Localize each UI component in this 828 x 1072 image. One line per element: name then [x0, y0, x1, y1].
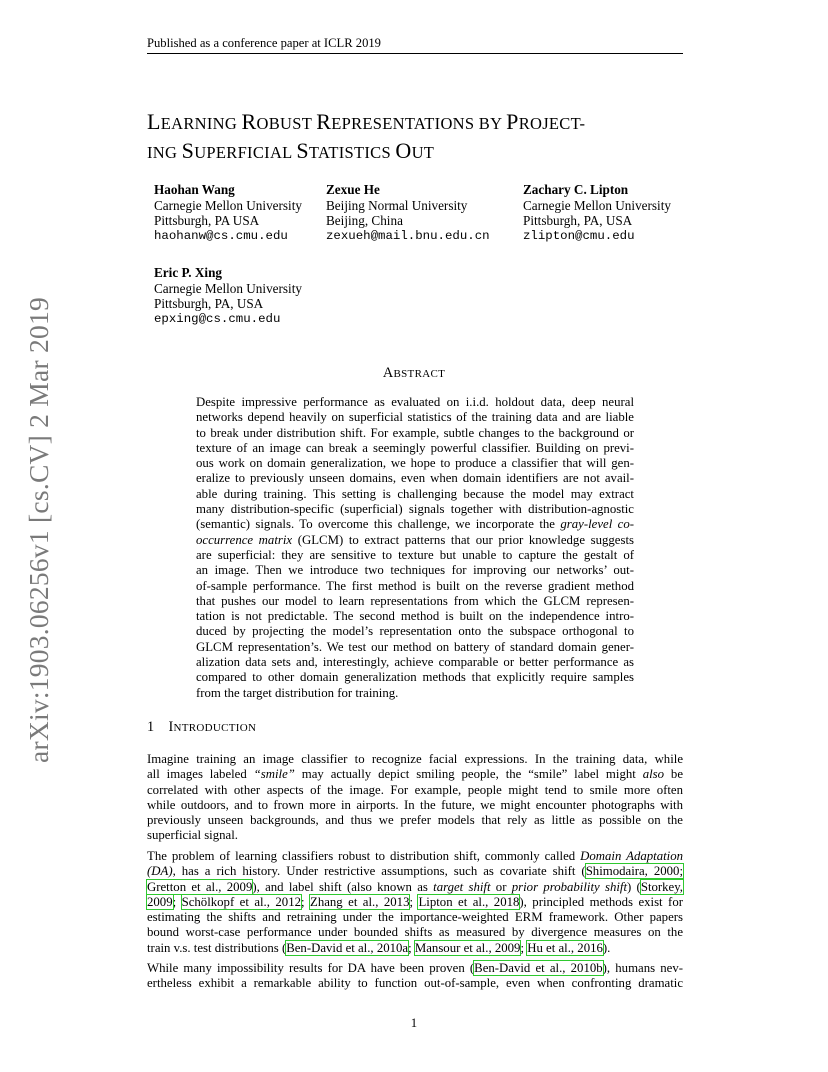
- author-card: [154, 265, 302, 327]
- citation-link[interactable]: Mansour et al., 2009: [414, 940, 521, 955]
- author-location: Pittsburgh, PA, USA: [154, 296, 264, 312]
- abstract-line: many distribution-specific (superficial) signals together with distribution-agnostic: [196, 502, 634, 517]
- abstract-line: texture of an image can break a seemingly powerful classifier. Building on previ-: [196, 440, 634, 455]
- intro-paragraph-3: While many impossibility results for DA have been proven (Ben-David et al., 2010b), humans nev- ertheless exhibit a remarkable ability to function out-of-sample, even when confronting dramatic: [147, 961, 683, 991]
- abstract-line: from the target distribution for training.: [196, 685, 399, 700]
- abstract-line: that pushes our model to learn representations from which the GLCM represen-: [196, 593, 634, 608]
- abstract-line: of-sample performance. The first method is built on the reverse gradient method: [196, 578, 634, 593]
- author-affiliation: Carnegie Mellon University: [523, 197, 671, 213]
- abstract-line: to break under distribution shift. For example, subtle changes to the background or: [196, 425, 634, 440]
- abstract-heading: ABSTRACT: [382, 365, 446, 381]
- author-location: Pittsburgh, PA USA: [154, 213, 260, 229]
- title-line-2: ING SUPERFICIAL STATISTICS OUT: [147, 138, 435, 163]
- author-affiliation: Beijing Normal University: [326, 197, 468, 213]
- citation-link[interactable]: Shimodaira, 2000;: [585, 864, 684, 879]
- section-heading: 1 INTRODUCTION: [147, 719, 257, 735]
- abstract-line: able during training. This setting is challenging because the model may extract: [196, 486, 634, 501]
- author-email[interactable]: haohanw@cs.cmu.edu: [154, 228, 288, 243]
- abstract-line: GLCM representation’s. We test our method on battery of standard domain gener-: [196, 639, 634, 654]
- author-name: Eric P. Xing: [154, 265, 223, 280]
- title-line-1: LEARNING ROBUST REPRESENTATIONS BY PROJECT-: [147, 109, 586, 134]
- author-card: [154, 182, 302, 244]
- paper-title: [147, 108, 707, 166]
- author-email[interactable]: zlipton@cmu.edu: [523, 228, 635, 243]
- citation-link[interactable]: Lipton et al., 2018: [418, 894, 520, 909]
- abstract-line: Despite impressive performance as evaluated on i.i.d. holdout data, deep neural: [196, 395, 634, 409]
- running-header: Published as a conference paper at ICLR 2019: [147, 36, 381, 50]
- header-rule: [147, 53, 683, 54]
- citation-link[interactable]: Ben-David et al., 2010b: [474, 961, 603, 975]
- author-affiliation: Carnegie Mellon University: [154, 197, 302, 213]
- author-email[interactable]: zexueh@mail.bnu.edu.cn: [326, 228, 490, 243]
- page-number: 1: [410, 1016, 418, 1030]
- abstract-line: ous work on domain generalization, we hope to produce a classifier that will gen-: [196, 456, 634, 471]
- author-affiliation: Carnegie Mellon University: [154, 280, 302, 296]
- citation-link[interactable]: Schölkopf et al., 2012: [181, 894, 301, 909]
- author-location: Pittsburgh, PA, USA: [523, 213, 633, 229]
- author-card: [523, 182, 671, 244]
- abstract-line: alization data sets and, interestingly, achieve comparable or better performance as: [196, 655, 634, 670]
- abstract-line: networks depend heavily on superficial statistics of the training data and are liable: [196, 410, 634, 425]
- abstract-line: duced by projecting the model’s representation onto the subspace orthogonal to: [196, 624, 634, 639]
- author-card: [326, 182, 490, 244]
- arxiv-stamp: [23, 293, 54, 763]
- intro-paragraph-1: Imagine training an image classifier to recognize facial expressions. In the training data, while all images labeled “smile” may actually depict smiling people, the “smile” label might also be correlated with other aspects of the image. For example, people might tend to smile more often while outdoors, and to frown more in airports. In the future, we might encounter photographs with previously unseen backgrounds, and thus we prefer models that rely as little as possible on the superficial signal.: [147, 752, 683, 843]
- arxiv-stamp-text: arXiv:1903.06256v1 [cs.CV] 2 Mar 2019: [23, 297, 54, 763]
- citation-link[interactable]: Storkey,: [640, 879, 684, 894]
- citation-link[interactable]: Zhang et al., 2013: [310, 894, 410, 909]
- abstract-line: compared to other domain generalization methods that explicitly require samples: [196, 670, 634, 685]
- abstract-line: tation is not predictable. The second method is built on the independence intro-: [196, 609, 634, 624]
- citation-link[interactable]: Hu et al., 2016: [527, 940, 603, 955]
- author-name: Zachary C. Lipton: [523, 182, 629, 197]
- citation-link[interactable]: Ben-David et al., 2010a: [286, 940, 409, 955]
- citation-link[interactable]: Gretton et al., 2009: [147, 879, 253, 894]
- citation-link[interactable]: 2009: [147, 894, 173, 909]
- abstract-line: occurrence matrix (GLCM) to extract patterns that our prior knowledge suggests: [196, 532, 634, 547]
- author-email[interactable]: epxing@cs.cmu.edu: [154, 311, 281, 326]
- author-name: Haohan Wang: [154, 182, 235, 197]
- intro-paragraph-2: The problem of learning classifiers robust to distribution shift, commonly called Domain Adaptation (DA), has a rich history. Under restrictive assumptions, such as covariate shift (Shimodaira, 2000; Gretton et al., 2009), and label shift (also known as target shift or prior probability shift) (Storkey, 2009; Schölkopf et al., 2012; Zhang et al., 2013; Lipton et al., 2018), principled methods exist for estimating the shifts and retraining under the importance-weighted ERM framework. Other papers bound worst-case performance under bounded shifts as measured by divergence measures on the train v.s. test distributions (Ben-David et al., 2010a; Mansour et al., 2009; Hu et al., 2016).: [147, 849, 684, 955]
- abstract-line: eralize to previously unseen domains, even when domain identifiers are not avail-: [196, 471, 634, 486]
- abstract-line: (semantic) signals. To overcome this challenge, we incorporate the gray-level co-: [196, 517, 634, 532]
- author-location: Beijing, China: [326, 213, 403, 229]
- abstract-line: an image. Then we introduce two techniques for improving our networks’ out-: [196, 563, 634, 578]
- abstract-body: [196, 395, 634, 701]
- abstract-line: are superficial: they are sensitive to texture but unable to capture the gestalt of: [196, 547, 634, 562]
- author-name: Zexue He: [326, 182, 380, 197]
